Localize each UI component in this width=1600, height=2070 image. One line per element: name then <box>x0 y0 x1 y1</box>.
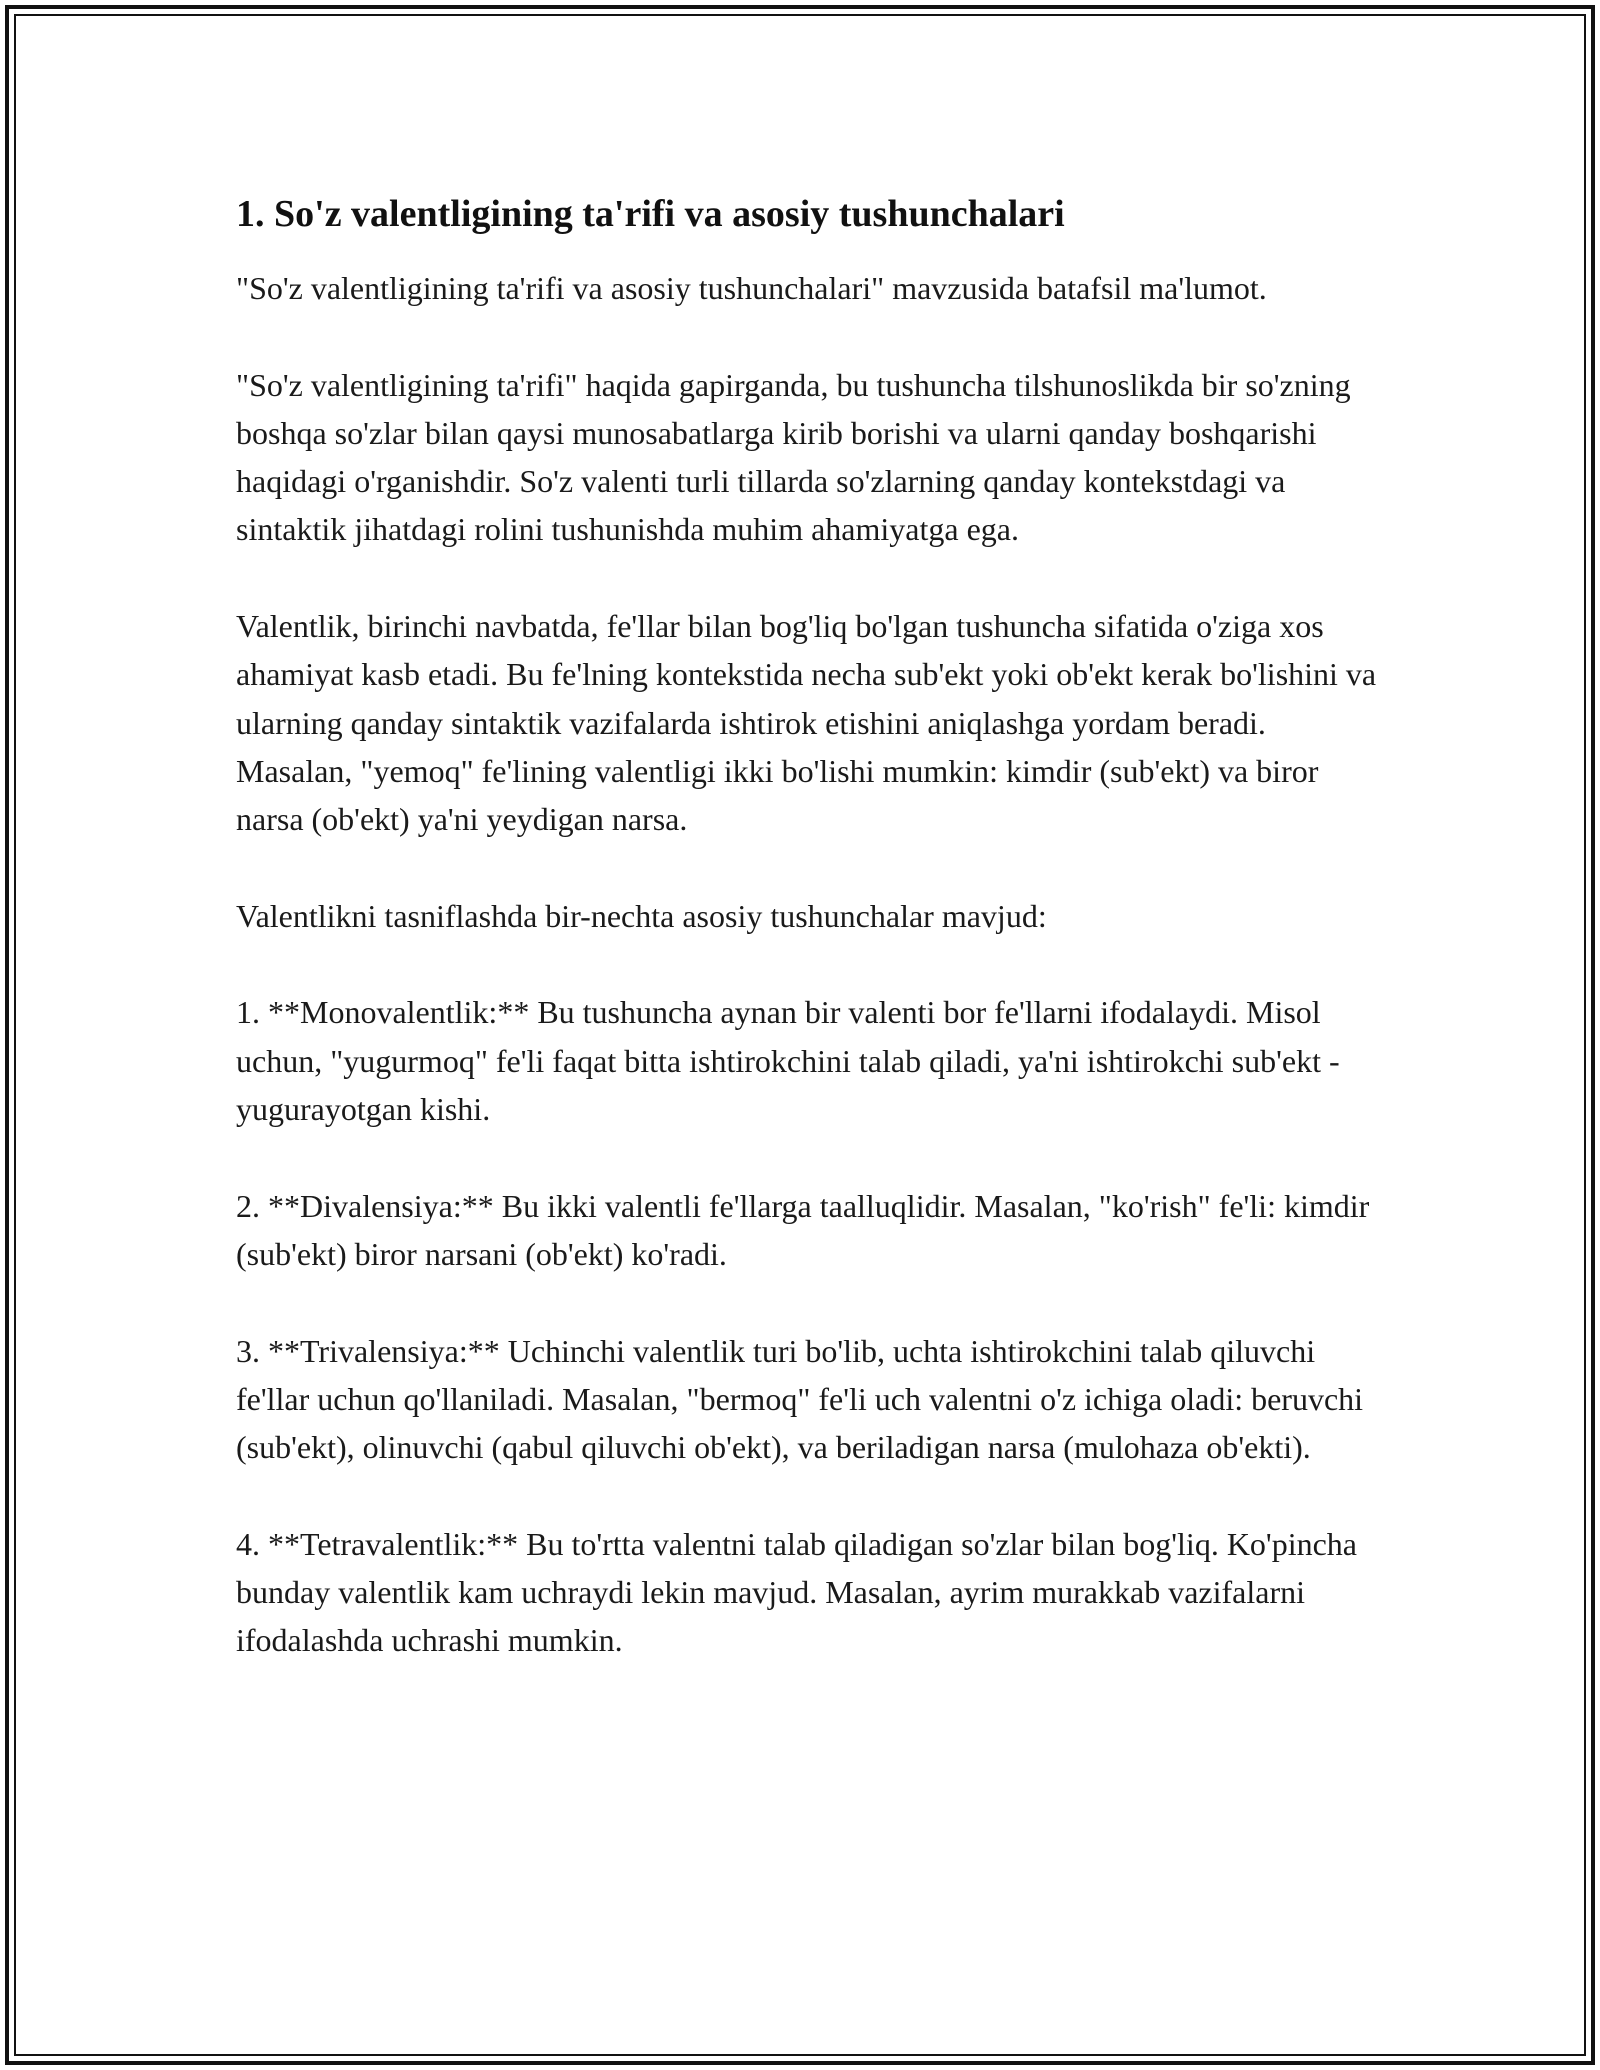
list-item-monovalency: 1. **Monovalentlik:** Bu tushuncha aynan bir valenti bor fe'llarni ifodalaydi. Misol uchun, "yugurmoq" fe'li faqat bitta ishtirokchini talab qiladi, ya'ni ishtirokchi sub'ekt - yugurayotgan kishi. <box>236 994 1340 1128</box>
verb-valency-paragraph: Valentlik, birinchi navbatda, fe'llar bilan bog'liq bo'lgan tushuncha sifatida o'ziga xos ahamiyat kasb etadi. Bu fe'lning kontekstida necha sub'ekt yoki ob'ekt kerak bo'lishini va ularning qanday sintaktik vazifalarda ishtirok etishini aniqlashga yordam beradi. Masalan, "yemoq" fe'lining valentligi ikki bo'lishi mumkin: kimdir (sub'ekt) va biror narsa (ob'ekt) ya'ni yeydigan narsa. <box>236 608 1377 838</box>
classification-intro: Valentlikni tasniflashda bir-nechta asosiy tushunchalar mavjud: <box>236 897 1047 934</box>
list-item-trivalency: 3. **Trivalensiya:** Uchinchi valentlik turi bo'lib, uchta ishtirokchini talab qiluvchi fe'llar uchun qo'llaniladi. Masalan, "bermoq" fe'li uch valentni o'z ichiga oladi: beruvchi (sub'ekt), olinuvchi (qabul qiluvchi ob'ekt), va beriladigan narsa (mulohaza ob'ekti). <box>236 1332 1364 1466</box>
document-body <box>236 186 1386 1665</box>
section-title: 1. So'z valentligining ta'rifi va asosiy tushunchalari <box>236 193 1065 235</box>
list-item-divalency: 2. **Divalensiya:** Bu ikki valentli fe'llarga taalluqlidir. Masalan, "ko'rish" fe'li: kimdir (sub'ekt) biror narsani (ob'ekt) ko'radi. <box>236 1187 1370 1272</box>
intro-paragraph: "So'z valentligining ta'rifi va asosiy tushunchalari" mavzusida batafsil ma'lumot. <box>236 270 1267 306</box>
list-item-tetravalency: 4. **Tetravalentlik:** Bu to'rtta valentni talab qiladigan so'zlar bilan bog'liq. Ko'pincha bunday valentlik kam uchraydi lekin mavjud. Masalan, ayrim murakkab vazifalarni ifodalashda uchrashi mumkin. <box>236 1525 1357 1659</box>
definition-paragraph: "So'z valentligining ta'rifi" haqida gapirganda, bu tushuncha tilshunoslikda bir so'zning boshqa so'zlar bilan qaysi munosabatlarga kirib borishi va ularni qanday boshqarishi haqidagi o'rganishdir. So'z valenti turli tillarda so'zlarning qanday kontekstdagi va sintaktik jihatdagi rolini tushunishda muhim ahamiyatga ega. <box>236 366 1351 548</box>
